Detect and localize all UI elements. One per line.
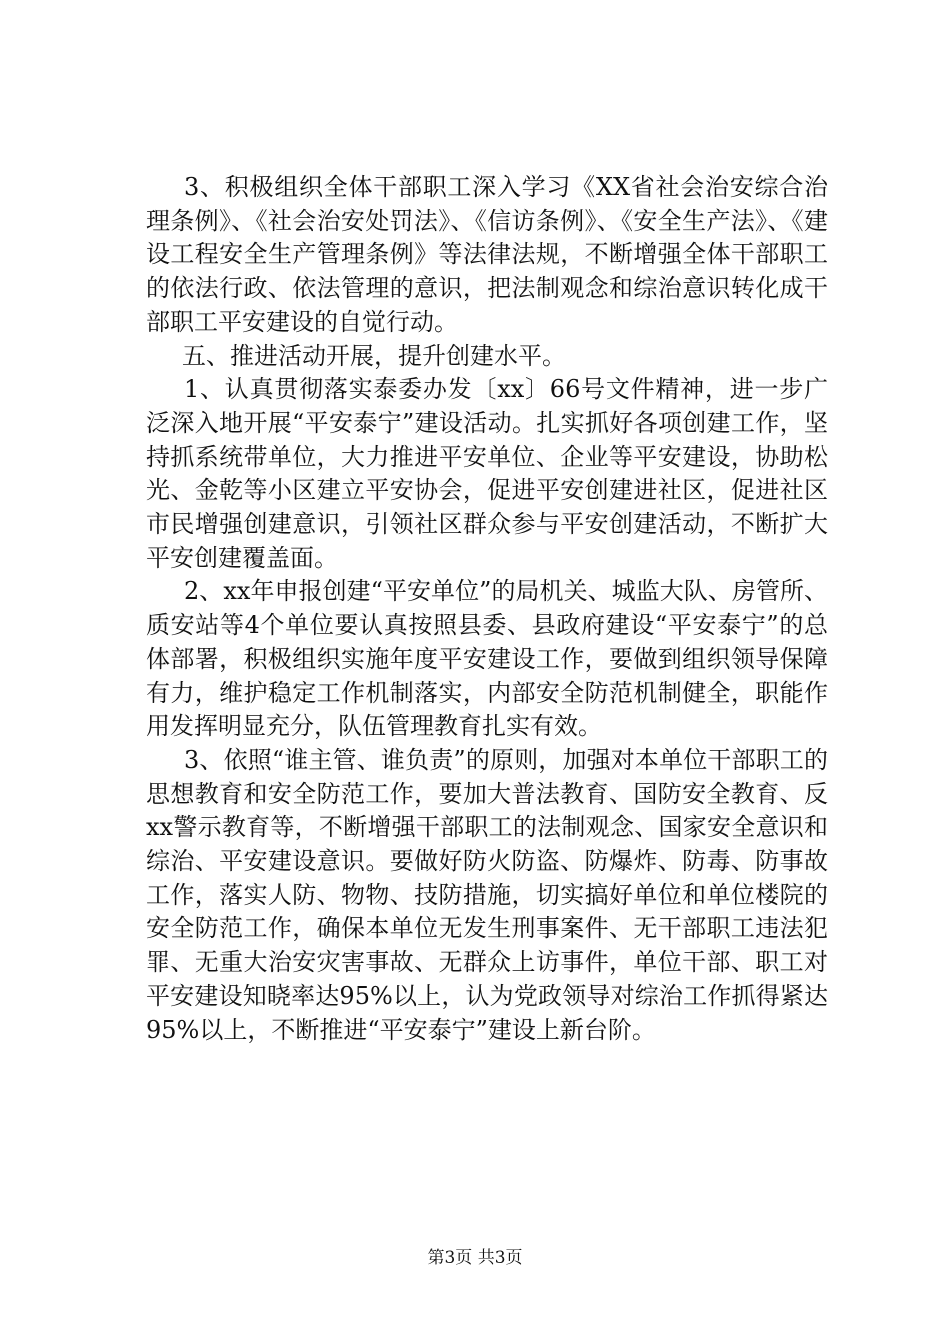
paragraph-item-3-responsibility: 3、依照“谁主管、谁负责”的原则，加强对本单位干部职工的思想教育和安全防范工作，要加大普法教育、国防安全教育、反xx警示教育等，不断增强干部职工的法制观念、国家安全意识和综治、平安建设意识。要做好防火防盗、防爆炸、防毒、防事故工作，落实人防、物物、技防措施，切实搞好单位和单位楼院的安全防范工作，确保本单位无发生刑事案件、无干部职工违法犯罪、无重大治安灾害事故、无群众上访事件，单位干部、职工对平安建设知晓率达95%以上，认为党政领导对综治工作抓得紧达95%以上，不断推进“平安泰宁”建设上新台阶。 (146, 745, 828, 1044)
page-number-footer: 第3页 共3页 (427, 1248, 523, 1268)
document-body (146, 171, 828, 1047)
paragraph-item-1-implement-document: 1、认真贯彻落实泰委办发〔xx〕66号文件精神，进一步广泛深入地开展“平安泰宁”建设活动。扎实抓好各项创建工作，坚持抓系统带单位，大力推进平安单位、企业等平安建设，协助松光、金乾等小区建立平安协会，促进平安创建进社区，促进社区市民增强创建意识，引领社区群众参与平安创建活动，不断扩大平安创建覆盖面。 (146, 375, 828, 572)
paragraph-item-2-safe-units: 2、xx年申报创建“平安单位”的局机关、城监大队、房管所、质安站等4个单位要认真按照县委、县政府建设“平安泰宁”的总体部署，积极组织实施年度平安建设工作，要做到组织领导保障有力，维护稳定工作机制落实，内部安全防范机制健全，职能作用发挥明显充分，队伍管理教育扎实有效。 (146, 577, 828, 741)
section-heading-five: 五、推进活动开展，提升创建水平。 (182, 341, 566, 370)
paragraph-item-3-study-laws: 3、积极组织全体干部职工深入学习《XX省社会治安综合治理条例》、《社会治安处罚法》、《信访条例》、《安全生产法》、《建设工程安全生产管理条例》等法律法规，不断增强全体干部职工的依法行政、依法管理的意识，把法制观念和综治意识转化成干部职工平安建设的自觉行动。 (146, 173, 828, 336)
